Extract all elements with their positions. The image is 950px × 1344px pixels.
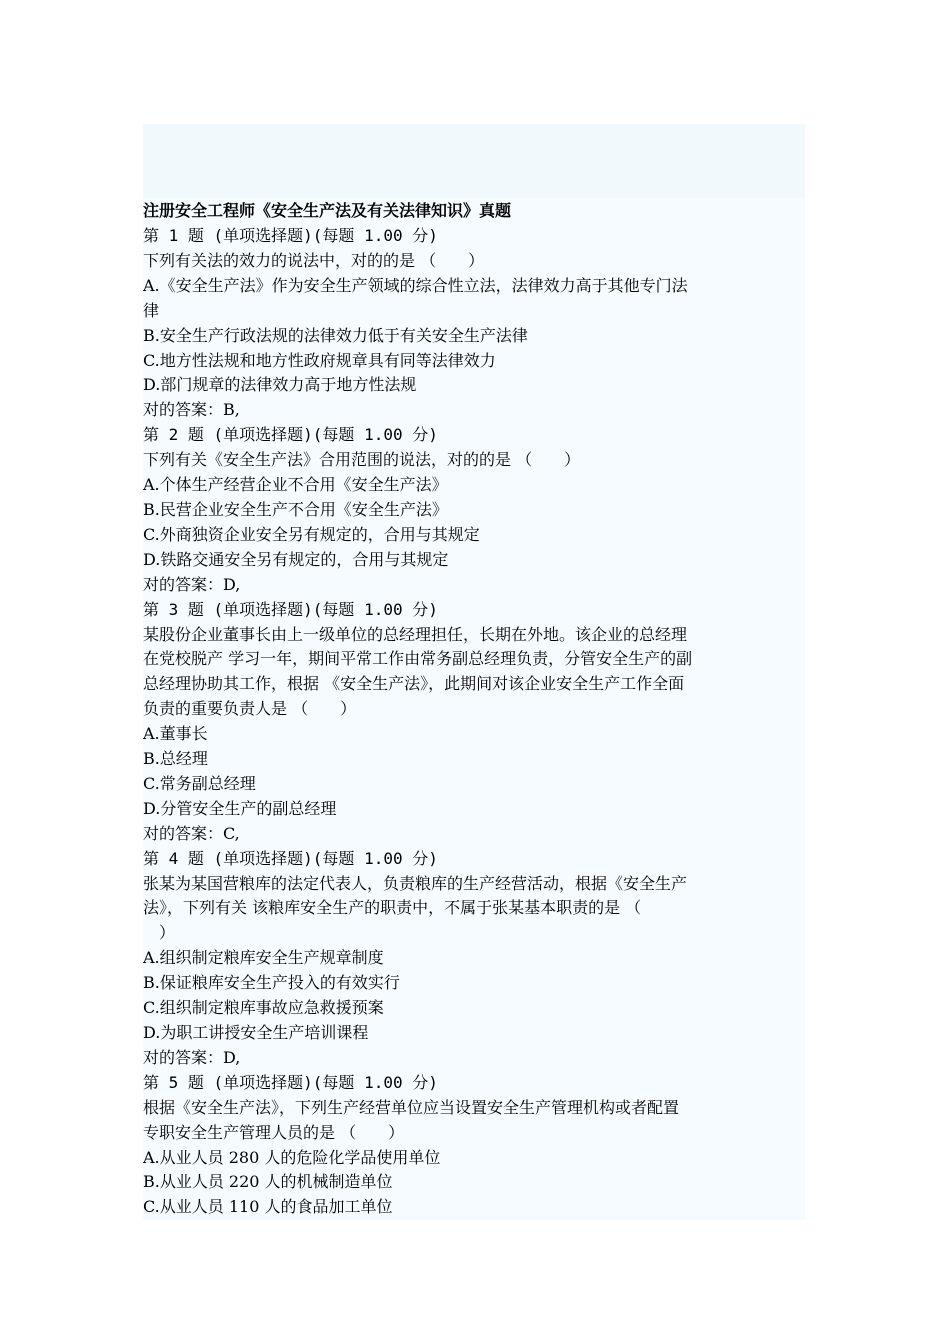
question-3	[143, 598, 805, 847]
option-a: A.《安全生产法》作为安全生产领域的综合性立法，法律效力高于其他专门法	[143, 275, 688, 295]
option-a: A.董事长	[143, 724, 208, 744]
option-a: A.从业人员 280 人的危险化学品使用单位	[143, 1147, 441, 1167]
document-body	[143, 198, 805, 1220]
option-d: D.为职工讲授安全生产培训课程	[143, 1023, 369, 1042]
header-band	[143, 124, 805, 198]
question-header: 第 3 题 (单项选择题)(每题 1.00 分)	[143, 599, 438, 619]
option-b: B.从业人员 220 人的机械制造单位	[143, 1172, 393, 1192]
document-title: 注册安全工程师《安全生产法及有关法律知识》真题	[143, 201, 512, 220]
question-2	[143, 423, 805, 597]
question-stem: 下列有关法的效力的说法中，对的的是 （ ）	[143, 250, 485, 270]
question-stem-line-1: 某股份企业董事长由上一级单位的总经理担任，长期在外地。该企业的总经理	[143, 624, 688, 644]
question-header: 第 5 题 (单项选择题)(每题 1.00 分)	[143, 1072, 438, 1092]
option-c: C.从业人员 110 人的食品加工单位	[143, 1197, 393, 1217]
option-a: A.个体生产经营企业不合用《安全生产法》	[143, 475, 448, 495]
question-header: 第 2 题 (单项选择题)(每题 1.00 分)	[143, 425, 438, 445]
question-1	[143, 224, 805, 423]
option-a-continued: 律	[143, 300, 160, 320]
answer: 对的答案：C,	[143, 823, 240, 843]
option-b: B.保证粮库安全生产投入的有效实行	[143, 973, 400, 993]
question-stem-line-4: 负责的重要负责人是 （ ）	[143, 699, 357, 719]
question-stem-line-2: 在党校脱产 学习一年，期间平常工作由常务副总经理负责，分管安全生产的副	[143, 649, 693, 669]
question-stem-line-3: ）	[143, 923, 176, 943]
question-stem: 下列有关《安全生产法》合用范围的说法，对的的是 （ ）	[143, 450, 581, 470]
option-c: C.组织制定粮库事故应急救援预案	[143, 998, 384, 1018]
question-stem-line-1: 根据《安全生产法》，下列生产经营单位应当设置安全生产管理机构或者配置	[143, 1097, 680, 1117]
option-b: B.安全生产行政法规的法律效力低于有关安全生产法律	[143, 325, 528, 345]
answer: 对的答案：D,	[143, 1047, 241, 1067]
option-c: C.外商独资企业安全另有规定的，合用与其规定	[143, 524, 480, 544]
option-d: D.部门规章的法律效力高于地方性法规	[143, 375, 417, 395]
option-d: D.铁路交通安全另有规定的，合用与其规定	[143, 549, 449, 569]
question-stem-line-1: 张某为某国营粮库的法定代表人，负责粮库的生产经营活动，根据《安全生产	[143, 873, 688, 893]
option-a: A.组织制定粮库安全生产规章制度	[143, 948, 384, 968]
answer: 对的答案：B,	[143, 400, 240, 420]
question-5	[143, 1071, 805, 1220]
question-stem-line-2: 法》，下列有关 该粮库安全生产的职责中，不属于张某基本职责的是 （	[143, 898, 642, 918]
question-stem-line-3: 总经理协助其工作，根据 《安全生产法》，此期间对该企业安全生产工作全面	[143, 674, 685, 694]
option-c: C.地方性法规和地方性政府规章具有同等法律效力	[143, 350, 496, 370]
question-stem-line-2: 专职安全生产管理人员的是 （ ）	[143, 1122, 405, 1142]
option-d: D.分管安全生产的副总经理	[143, 798, 337, 818]
question-4	[143, 847, 805, 1071]
option-b: B.总经理	[143, 749, 208, 769]
question-header: 第 4 题 (单项选择题)(每题 1.00 分)	[143, 848, 438, 868]
option-c: C.常务副总经理	[143, 773, 256, 793]
answer: 对的答案：D,	[143, 574, 241, 594]
option-b: B.民营企业安全生产不合用《安全生产法》	[143, 499, 448, 519]
question-header: 第 1 题 (单项选择题)(每题 1.00 分)	[143, 226, 438, 245]
